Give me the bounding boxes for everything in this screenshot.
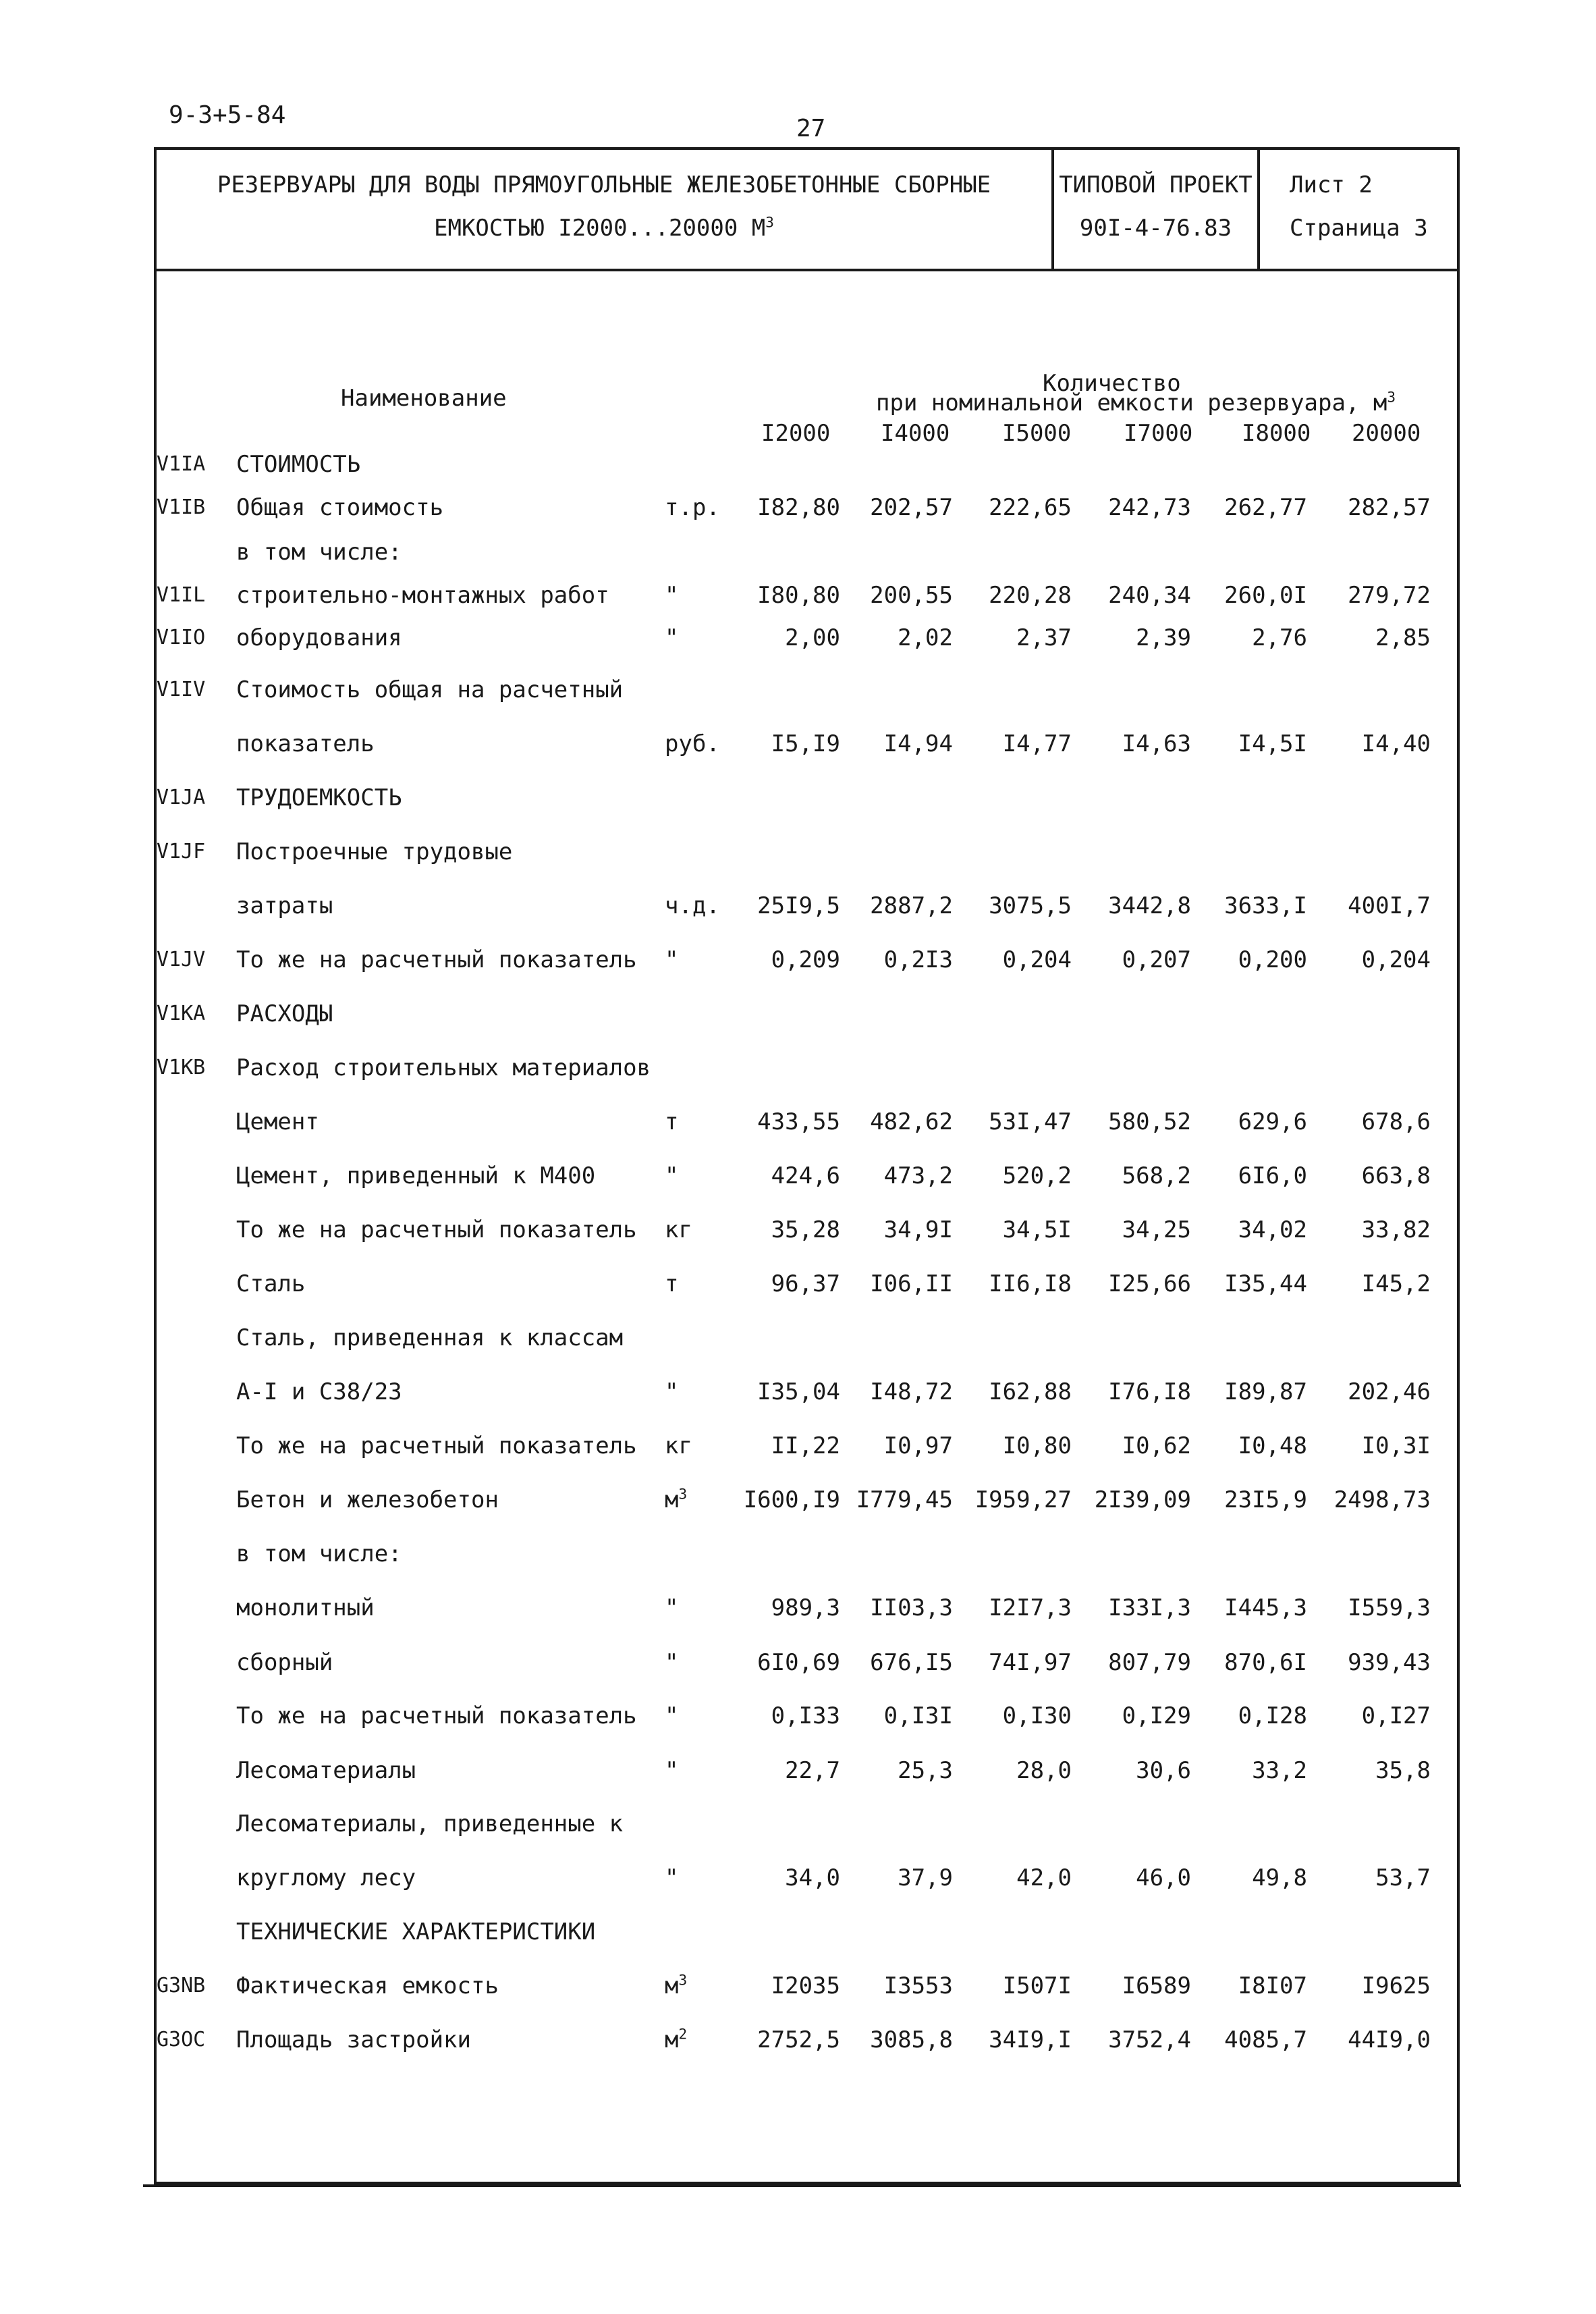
frame-bottom-line bbox=[143, 2184, 1461, 2187]
row-value: I80,80 bbox=[757, 582, 840, 609]
capacity-header: I8000 bbox=[1242, 420, 1311, 447]
quantity-unit-exponent: 3 bbox=[1387, 388, 1396, 406]
row-unit: кг bbox=[665, 1216, 692, 1243]
row-value: I5,I9 bbox=[771, 730, 840, 757]
row-value: 33,82 bbox=[1361, 1216, 1431, 1243]
row-value: 2887,2 bbox=[870, 892, 953, 919]
row-value: 0,I28 bbox=[1238, 1702, 1307, 1729]
row-value: 28,0 bbox=[1016, 1757, 1072, 1784]
title-cell bbox=[157, 150, 1054, 269]
row-value: 424,6 bbox=[771, 1162, 840, 1189]
quantity-subtitle-text: при номинальной емкости резервуара, м bbox=[876, 389, 1387, 416]
row-value: I3553 bbox=[883, 1972, 953, 1999]
row-name: в том числе: bbox=[236, 1540, 402, 1567]
row-value: 473,2 bbox=[883, 1162, 953, 1189]
row-value: 0,200 bbox=[1238, 946, 1307, 973]
row-value: 2,85 bbox=[1375, 624, 1431, 651]
row-value: 282,57 bbox=[1348, 494, 1431, 521]
row-value: 0,209 bbox=[771, 946, 840, 973]
unit-exponent: 3 bbox=[678, 1971, 688, 1989]
column-header-name: Наименование bbox=[341, 385, 507, 412]
row-value: 0,204 bbox=[1002, 946, 1072, 973]
row-value: I0,97 bbox=[883, 1432, 953, 1459]
row-value: 6I0,69 bbox=[757, 1649, 840, 1676]
row-value: 2752,5 bbox=[757, 2026, 840, 2053]
row-name: монолитный bbox=[236, 1594, 375, 1621]
row-name: Фактическая емкость bbox=[236, 1972, 499, 1999]
document-code: 9-3+5-84 bbox=[169, 101, 286, 129]
row-value: 222,65 bbox=[989, 494, 1072, 521]
row-unit: $м^2$ bbox=[665, 2025, 688, 2053]
capacity-header: I7000 bbox=[1124, 420, 1193, 447]
row-name: строительно-монтажных работ bbox=[236, 582, 609, 609]
row-value: 2,39 bbox=[1136, 624, 1191, 651]
row-name: Сталь, приведенная к классам bbox=[236, 1324, 624, 1351]
row-value: 23I5,9 bbox=[1224, 1486, 1307, 1513]
row-unit: " bbox=[665, 624, 679, 651]
title-line-2 bbox=[157, 215, 1051, 242]
row-value: 2I39,09 bbox=[1094, 1486, 1191, 1513]
row-name: Цемент, приведенный к М400 bbox=[236, 1162, 596, 1189]
row-code: V1JF bbox=[157, 840, 206, 863]
row-value: 678,6 bbox=[1361, 1108, 1431, 1135]
row-value: 2,37 bbox=[1016, 624, 1072, 651]
row-code: V1IA bbox=[157, 452, 206, 476]
row-unit: " bbox=[665, 1702, 679, 1729]
row-value: I445,3 bbox=[1224, 1594, 1307, 1621]
row-value: I76,I8 bbox=[1108, 1378, 1191, 1405]
row-value: 46,0 bbox=[1136, 1864, 1191, 1891]
row-unit: $м^3$ bbox=[665, 1485, 688, 1513]
row-value: I35,44 bbox=[1224, 1270, 1307, 1297]
row-value: 34,0 bbox=[785, 1864, 840, 1891]
row-unit: " bbox=[665, 1864, 679, 1891]
row-unit: " bbox=[665, 1649, 679, 1676]
row-value: I33I,3 bbox=[1108, 1594, 1191, 1621]
row-value: 433,55 bbox=[757, 1108, 840, 1135]
row-value: 53I,47 bbox=[989, 1108, 1072, 1135]
row-value: 242,73 bbox=[1108, 494, 1191, 521]
capacity-header: 20000 bbox=[1352, 420, 1421, 447]
row-value: 49,8 bbox=[1252, 1864, 1307, 1891]
row-value: I4,40 bbox=[1361, 730, 1431, 757]
row-value: I45,2 bbox=[1361, 1270, 1431, 1297]
row-name: Расход строительных материалов bbox=[236, 1054, 651, 1081]
row-value: 34,5I bbox=[1002, 1216, 1072, 1243]
row-value: 629,6 bbox=[1238, 1108, 1307, 1135]
row-value: I4,77 bbox=[1002, 730, 1072, 757]
row-value: 989,3 bbox=[771, 1594, 840, 1621]
row-value: 262,77 bbox=[1224, 494, 1307, 521]
row-value: I6589 bbox=[1122, 1972, 1191, 1999]
row-value: 42,0 bbox=[1016, 1864, 1072, 1891]
row-name: Цемент bbox=[236, 1108, 319, 1135]
row-code: V1KA bbox=[157, 1002, 206, 1025]
row-value: I48,72 bbox=[870, 1378, 953, 1405]
row-value: I2I7,3 bbox=[989, 1594, 1072, 1621]
row-value: 4085,7 bbox=[1224, 2026, 1307, 2053]
row-value: I0,80 bbox=[1002, 1432, 1072, 1459]
project-label: ТИПОВОЙ ПРОЕКТ bbox=[1059, 171, 1253, 198]
row-value: I25,66 bbox=[1108, 1270, 1191, 1297]
row-code: V1JA bbox=[157, 786, 206, 809]
row-value: 260,0I bbox=[1224, 582, 1307, 609]
row-unit: " bbox=[665, 1757, 679, 1784]
row-code: V1JV bbox=[157, 948, 206, 971]
row-value: 0,2I3 bbox=[883, 946, 953, 973]
row-value: 663,8 bbox=[1361, 1162, 1431, 1189]
column-header-quantity: Количество bbox=[1043, 370, 1181, 397]
row-value: 34,25 bbox=[1122, 1216, 1191, 1243]
row-unit: " bbox=[665, 946, 679, 973]
row-unit: " bbox=[665, 582, 679, 609]
row-value: 35,28 bbox=[771, 1216, 840, 1243]
row-code: V1IL bbox=[157, 583, 206, 607]
row-value: I959,27 bbox=[974, 1486, 1072, 1513]
row-unit: т bbox=[665, 1108, 679, 1135]
row-unit: т bbox=[665, 1270, 679, 1297]
title-unit-exponent: 3 bbox=[765, 213, 774, 231]
row-value: I89,87 bbox=[1224, 1378, 1307, 1405]
capacity-header: I5000 bbox=[1002, 420, 1072, 447]
row-name: То же на расчетный показатель bbox=[236, 1432, 637, 1459]
row-value: II03,3 bbox=[870, 1594, 953, 1621]
row-value: 0,I30 bbox=[1002, 1702, 1072, 1729]
row-value: 3633,I bbox=[1224, 892, 1307, 919]
row-value: 0,I3I bbox=[883, 1702, 953, 1729]
row-value: 3085,8 bbox=[870, 2026, 953, 2053]
row-value: 279,72 bbox=[1348, 582, 1431, 609]
row-value: 2,00 bbox=[785, 624, 840, 651]
row-name: Общая стоимость bbox=[236, 494, 444, 521]
row-name: Площадь застройки bbox=[236, 2026, 471, 2053]
row-value: 35,8 bbox=[1375, 1757, 1431, 1784]
row-value: I0,62 bbox=[1122, 1432, 1191, 1459]
row-name: Лесоматериалы bbox=[236, 1757, 416, 1784]
row-value: 3752,4 bbox=[1108, 2026, 1191, 2053]
row-code: V1IV bbox=[157, 678, 206, 701]
row-name: затраты bbox=[236, 892, 333, 919]
row-value: 0,204 bbox=[1361, 946, 1431, 973]
row-value: I9625 bbox=[1361, 1972, 1431, 1999]
row-value: 202,46 bbox=[1348, 1378, 1431, 1405]
row-value: 33,2 bbox=[1252, 1757, 1307, 1784]
row-name: показатель bbox=[236, 730, 375, 757]
column-header-quantity-subtitle bbox=[876, 389, 1396, 416]
row-value: 568,2 bbox=[1122, 1162, 1191, 1189]
row-value: 44I9,0 bbox=[1348, 2026, 1431, 2053]
row-value: 807,79 bbox=[1108, 1649, 1191, 1676]
row-code: G3OC bbox=[157, 2028, 206, 2051]
row-value: 2,76 bbox=[1252, 624, 1307, 651]
row-value: I779,45 bbox=[856, 1486, 953, 1513]
row-name: То же на расчетный показатель bbox=[236, 1216, 637, 1243]
row-value: 53,7 bbox=[1375, 1864, 1431, 1891]
row-value: 220,28 bbox=[989, 582, 1072, 609]
row-value: 25,3 bbox=[898, 1757, 953, 1784]
row-name: Сталь bbox=[236, 1270, 306, 1297]
row-value: 939,43 bbox=[1348, 1649, 1431, 1676]
row-unit: " bbox=[665, 1162, 679, 1189]
row-value: 22,7 bbox=[785, 1757, 840, 1784]
row-unit: руб. bbox=[665, 730, 720, 757]
row-name: оборудования bbox=[236, 624, 402, 651]
row-value: 202,57 bbox=[870, 494, 953, 521]
row-name: Построечные трудовые bbox=[236, 838, 513, 865]
row-value: I4,5I bbox=[1238, 730, 1307, 757]
sheet-cell bbox=[1260, 150, 1460, 269]
row-code: V1IO bbox=[157, 626, 206, 649]
row-value: I0,48 bbox=[1238, 1432, 1307, 1459]
page-number: 27 bbox=[796, 115, 826, 142]
row-value: 37,9 bbox=[898, 1864, 953, 1891]
row-value: 240,34 bbox=[1108, 582, 1191, 609]
row-value: I2035 bbox=[771, 1972, 840, 1999]
row-name: Стоимость общая на расчетный bbox=[236, 676, 624, 703]
row-value: 34I9,I bbox=[989, 2026, 1072, 2053]
row-value: I4,63 bbox=[1122, 730, 1191, 757]
project-cell bbox=[1054, 150, 1260, 269]
row-value: II,22 bbox=[771, 1432, 840, 1459]
row-name: ТРУДОЕМКОСТЬ bbox=[236, 784, 402, 811]
title-block bbox=[157, 150, 1457, 271]
row-value: 0,I33 bbox=[771, 1702, 840, 1729]
unit-exponent: 2 bbox=[678, 2025, 688, 2043]
row-value: 580,52 bbox=[1108, 1108, 1191, 1135]
sheet-number: Лист 2 bbox=[1290, 171, 1373, 198]
row-value: 6I6,0 bbox=[1238, 1162, 1307, 1189]
row-value: 520,2 bbox=[1002, 1162, 1072, 1189]
row-value: II6,I8 bbox=[989, 1270, 1072, 1297]
row-value: 74I,97 bbox=[989, 1649, 1072, 1676]
row-unit: т.р. bbox=[665, 494, 720, 521]
project-number: 90I-4-76.83 bbox=[1079, 215, 1232, 242]
row-code: V1KB bbox=[157, 1056, 206, 1079]
row-unit: ч.д. bbox=[665, 892, 720, 919]
capacity-header: I4000 bbox=[881, 420, 950, 447]
row-value: 30,6 bbox=[1136, 1757, 1191, 1784]
row-value: I0,3I bbox=[1361, 1432, 1431, 1459]
row-value: I4,94 bbox=[883, 730, 953, 757]
row-value: I35,04 bbox=[757, 1378, 840, 1405]
row-name: А-I и С38/23 bbox=[236, 1378, 402, 1405]
row-unit: $м^3$ bbox=[665, 1971, 688, 1999]
row-code: G3NB bbox=[157, 1974, 206, 1997]
page-label: Страница 3 bbox=[1290, 215, 1428, 242]
row-value: 2498,73 bbox=[1333, 1486, 1431, 1513]
row-value: 400I,7 bbox=[1348, 892, 1431, 919]
row-value: 482,62 bbox=[870, 1108, 953, 1135]
row-name: Бетон и железобетон bbox=[236, 1486, 499, 1513]
row-name: Лесоматериалы, приведенные к bbox=[236, 1810, 624, 1837]
row-value: I507I bbox=[1002, 1972, 1072, 1999]
row-value: I8I07 bbox=[1238, 1972, 1307, 1999]
row-value: 34,9I bbox=[883, 1216, 953, 1243]
row-unit: " bbox=[665, 1594, 679, 1621]
row-value: I600,I9 bbox=[743, 1486, 840, 1513]
row-value: 200,55 bbox=[870, 582, 953, 609]
row-value: 96,37 bbox=[771, 1270, 840, 1297]
row-name: То же на расчетный показатель bbox=[236, 946, 637, 973]
row-name: круглому лесу bbox=[236, 1864, 416, 1891]
row-name: РАСХОДЫ bbox=[236, 1000, 333, 1027]
unit-exponent: 3 bbox=[678, 1485, 688, 1503]
row-code: V1IB bbox=[157, 495, 206, 519]
row-unit: " bbox=[665, 1378, 679, 1405]
row-name: То же на расчетный показатель bbox=[236, 1702, 637, 1729]
row-name: сборный bbox=[236, 1649, 333, 1676]
capacity-header: I2000 bbox=[761, 420, 831, 447]
row-value: 34,02 bbox=[1238, 1216, 1307, 1243]
row-unit: кг bbox=[665, 1432, 692, 1459]
row-value: 25I9,5 bbox=[757, 892, 840, 919]
row-value: 870,6I bbox=[1224, 1649, 1307, 1676]
row-value: I06,II bbox=[870, 1270, 953, 1297]
row-value: 2,02 bbox=[898, 624, 953, 651]
row-value: 0,I27 bbox=[1361, 1702, 1431, 1729]
row-value: 3075,5 bbox=[989, 892, 1072, 919]
row-value: I62,88 bbox=[989, 1378, 1072, 1405]
row-value: I82,80 bbox=[757, 494, 840, 521]
row-value: 0,207 bbox=[1122, 946, 1191, 973]
row-name: в том числе: bbox=[236, 539, 402, 566]
row-value: 3442,8 bbox=[1108, 892, 1191, 919]
title-line-2-text: ЕМКОСТЬЮ I2000...20000 М bbox=[434, 215, 766, 242]
title-line-1: РЕЗЕРВУАРЫ ДЛЯ ВОДЫ ПРЯМОУГОЛЬНЫЕ ЖЕЛЕЗОБЕТОННЫЕ СБОРНЫЕ bbox=[217, 171, 991, 198]
row-value: 676,I5 bbox=[870, 1649, 953, 1676]
row-value: 0,I29 bbox=[1122, 1702, 1191, 1729]
row-name: ТЕХНИЧЕСКИЕ ХАРАКТЕРИСТИКИ bbox=[236, 1918, 596, 1945]
row-value: I559,3 bbox=[1348, 1594, 1431, 1621]
row-name: СТОИМОСТЬ bbox=[236, 451, 361, 478]
